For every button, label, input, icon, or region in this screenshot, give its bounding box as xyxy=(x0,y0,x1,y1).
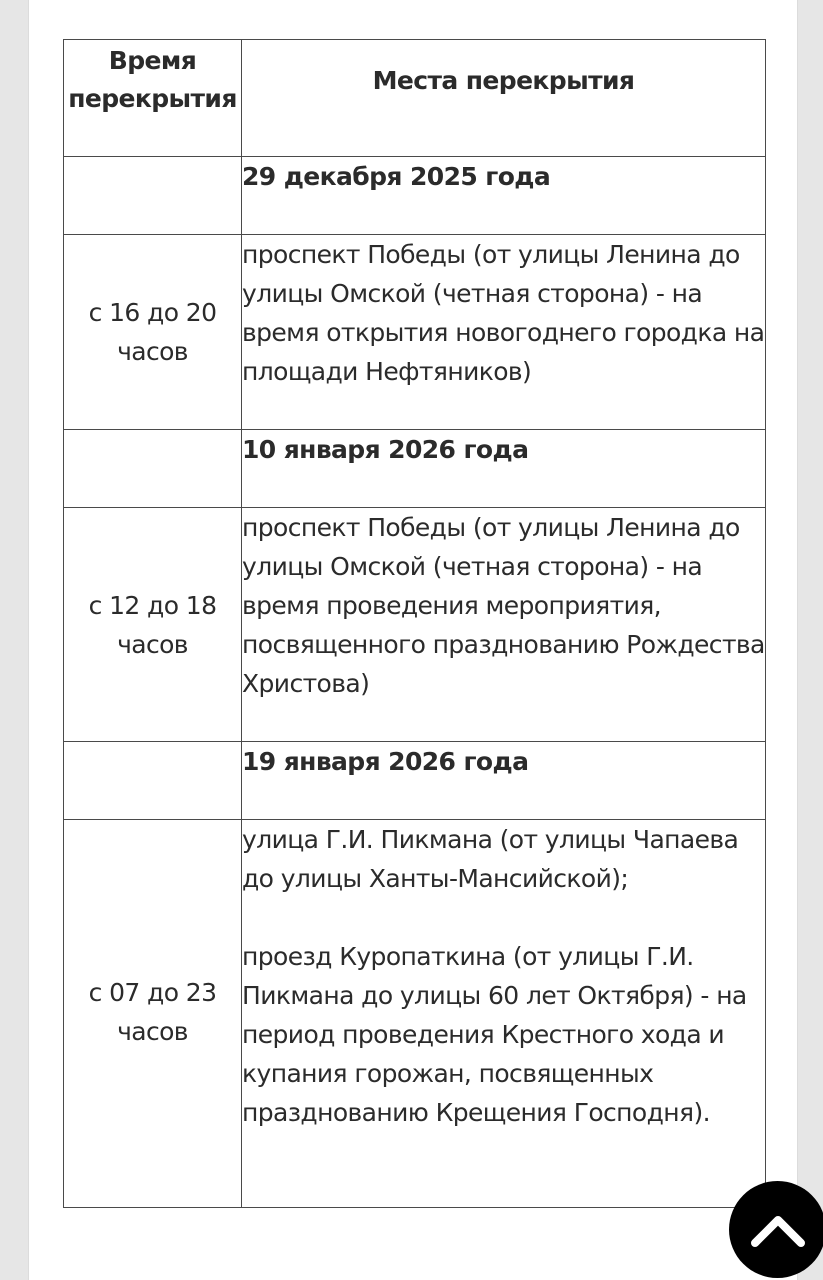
empty-cell xyxy=(64,157,242,235)
closure-place-text: проезд Куропаткина (от улицы Г.И. Пикмана до улицы 60 лет Октября) - на период проведения Крестного хода и купания горожан, посвященных празднованию Крещения Господня). xyxy=(242,942,747,1127)
header-closure-time: Время перекрытия xyxy=(64,40,242,157)
date-heading: 29 декабря 2025 года xyxy=(242,157,766,235)
table-row xyxy=(64,820,766,1208)
closure-place-text: проспект Победы (от улицы Ленина до улицы Омской (четная сторона) - на время проведения мероприятия, посвященного празднованию Рождества Христова) xyxy=(242,513,765,698)
road-closures-table xyxy=(63,39,766,1208)
paragraph-gap xyxy=(242,898,765,937)
chevron-up-icon xyxy=(750,1212,806,1248)
closure-places xyxy=(242,508,766,742)
closure-places xyxy=(242,820,766,1208)
empty-cell xyxy=(64,742,242,820)
scroll-to-top-button[interactable] xyxy=(729,1181,823,1278)
empty-cell xyxy=(64,430,242,508)
closure-time: с 07 до 23 часов xyxy=(64,820,242,1208)
closure-place-text: улица Г.И. Пикмана (от улицы Чапаева до улицы Ханты-Мансийской); xyxy=(242,825,739,893)
date-heading: 10 января 2026 года xyxy=(242,430,766,508)
table-row xyxy=(64,508,766,742)
date-row xyxy=(64,742,766,820)
table-header-row xyxy=(64,40,766,157)
date-row xyxy=(64,430,766,508)
closure-place-text: проспект Победы (от улицы Ленина до улицы Омской (четная сторона) - на время открытия новогоднего городка на площади Нефтяников) xyxy=(242,240,765,386)
closure-places xyxy=(242,235,766,430)
date-heading: 19 января 2026 года xyxy=(242,742,766,820)
closure-time: с 16 до 20 часов xyxy=(64,235,242,430)
closure-time: с 12 до 18 часов xyxy=(64,508,242,742)
header-closure-places: Места перекрытия xyxy=(242,40,766,157)
table-row xyxy=(64,235,766,430)
date-row xyxy=(64,157,766,235)
page-content xyxy=(28,0,798,1280)
